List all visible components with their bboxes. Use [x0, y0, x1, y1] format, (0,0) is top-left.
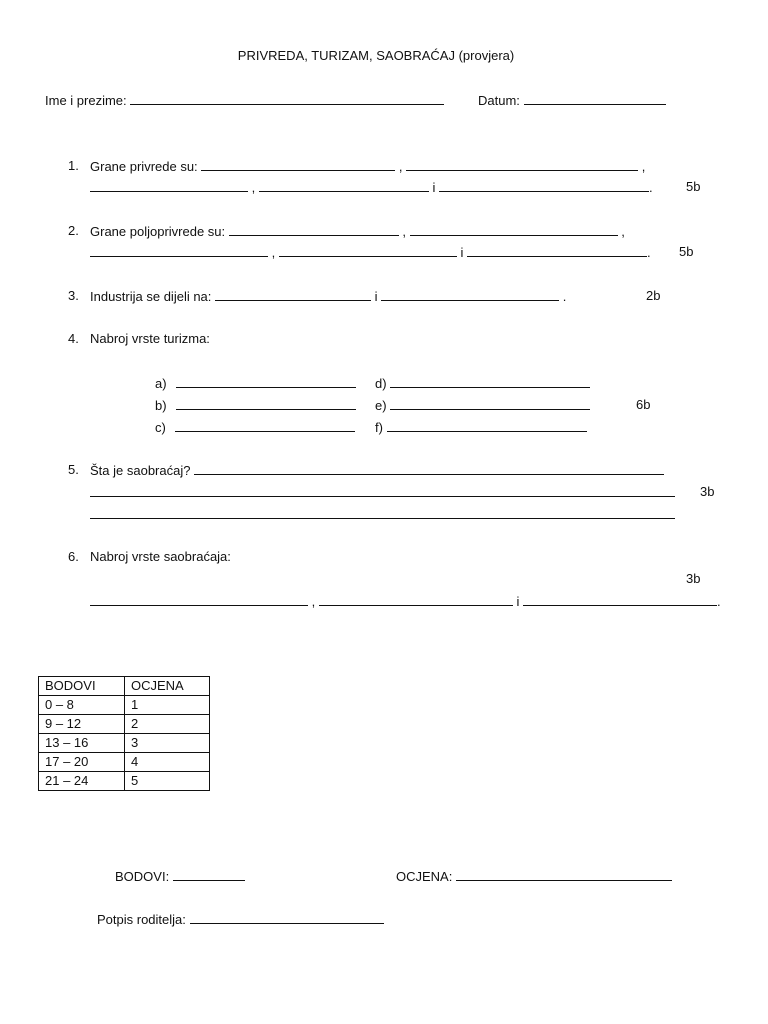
table-header-row [39, 677, 210, 696]
signature-field[interactable] [190, 911, 384, 924]
name-row [45, 92, 444, 109]
total-points-row [115, 868, 245, 885]
question-1-text: Grane privrede su: [90, 159, 198, 174]
question-6-answer-line [90, 593, 721, 610]
table-row [39, 696, 210, 715]
final-grade-row [396, 868, 672, 885]
total-points-field[interactable] [173, 868, 245, 881]
separator-and: i [516, 594, 520, 609]
separator-and: i [374, 289, 378, 304]
option-letter: d) [375, 376, 387, 391]
option-letter: c) [155, 420, 166, 435]
separator-comma: , [271, 245, 276, 260]
question-3-line [90, 288, 566, 305]
separator-period: . [562, 289, 567, 304]
answer-field[interactable] [90, 506, 675, 519]
signature-label: Potpis roditelja: [97, 912, 186, 927]
question-4-text: Nabroj vrste turizma: [90, 331, 210, 346]
tourism-option-e [375, 397, 590, 414]
grade-table [38, 676, 210, 791]
grade-cell: 2 [125, 715, 210, 734]
answer-field[interactable] [90, 179, 248, 192]
question-2-line-1 [90, 223, 625, 240]
answer-field[interactable] [201, 158, 395, 171]
question-5-number: 5. [68, 462, 79, 477]
question-2-text: Grane poljoprivrede su: [90, 224, 226, 239]
answer-field[interactable] [439, 179, 649, 192]
date-field[interactable] [524, 92, 666, 105]
points-cell: 17 – 20 [39, 753, 125, 772]
answer-field[interactable] [176, 375, 356, 388]
question-4-number: 4. [68, 331, 79, 346]
option-letter: f) [375, 420, 383, 435]
answer-field[interactable] [467, 244, 647, 257]
separator-comma: , [641, 159, 646, 174]
question-5-text: Šta je saobraćaj? [90, 463, 191, 478]
question-3-number: 3. [68, 288, 79, 303]
question-5-line-2 [90, 484, 675, 501]
tourism-option-b [155, 397, 356, 414]
date-row [478, 92, 666, 109]
separator-period: . [647, 245, 651, 260]
answer-field[interactable] [229, 223, 399, 236]
name-field[interactable] [130, 92, 444, 105]
answer-field[interactable] [410, 223, 618, 236]
answer-field[interactable] [390, 397, 590, 410]
question-6-number: 6. [68, 549, 79, 564]
points-cell: 9 – 12 [39, 715, 125, 734]
answer-field[interactable] [390, 375, 590, 388]
answer-field[interactable] [194, 462, 664, 475]
table-row [39, 772, 210, 791]
question-5-line-3 [90, 506, 675, 523]
points-cell: 0 – 8 [39, 696, 125, 715]
answer-field[interactable] [319, 593, 513, 606]
separator-comma: , [398, 159, 403, 174]
answer-field[interactable] [259, 179, 429, 192]
points-cell: 13 – 16 [39, 734, 125, 753]
separator-comma: , [402, 224, 407, 239]
tourism-option-a [155, 375, 356, 392]
question-3-text: Industrija se dijeli na: [90, 289, 212, 304]
answer-field[interactable] [175, 419, 355, 432]
answer-field[interactable] [215, 288, 371, 301]
question-3-points: 2b [646, 288, 661, 303]
question-2-number: 2. [68, 223, 79, 238]
answer-field[interactable] [381, 288, 559, 301]
page-title: PRIVREDA, TURIZAM, SAOBRAĆAJ (provjera) [237, 48, 515, 63]
question-1-points: 5b [686, 179, 701, 194]
tourism-option-c [155, 419, 355, 436]
answer-field[interactable] [90, 593, 308, 606]
signature-row [97, 911, 384, 928]
option-letter: e) [375, 398, 387, 413]
question-5-line-1 [90, 462, 664, 479]
table-row [39, 715, 210, 734]
separator-comma: , [311, 594, 316, 609]
separator-and: i [460, 245, 464, 260]
separator-comma: , [621, 224, 625, 239]
question-6-text: Nabroj vrste saobraćaja: [90, 549, 231, 564]
header-cell: OCJENA [125, 677, 210, 696]
answer-field[interactable] [406, 158, 638, 171]
table-row [39, 734, 210, 753]
separator-period: . [649, 180, 653, 195]
final-grade-field[interactable] [456, 868, 672, 881]
header-cell: BODOVI [39, 677, 125, 696]
question-5-points: 3b [700, 484, 715, 499]
table-row [39, 753, 210, 772]
question-2-line-2 [90, 244, 651, 261]
final-grade-label: OCJENA: [396, 869, 453, 884]
separator-and: i [432, 180, 436, 195]
grade-cell: 3 [125, 734, 210, 753]
question-1-line-1 [90, 158, 645, 175]
question-1-number: 1. [68, 158, 79, 173]
answer-field[interactable] [90, 484, 675, 497]
answer-field[interactable] [279, 244, 457, 257]
grade-cell: 1 [125, 696, 210, 715]
total-points-label: BODOVI: [115, 869, 170, 884]
points-cell: 21 – 24 [39, 772, 125, 791]
name-label: Ime i prezime: [45, 93, 127, 108]
tourism-option-f [375, 419, 587, 436]
separator-period: . [717, 594, 721, 609]
option-letter: b) [155, 398, 167, 413]
answer-field[interactable] [523, 593, 717, 606]
grade-cell: 5 [125, 772, 210, 791]
question-4-points: 6b [636, 397, 651, 412]
grade-cell: 4 [125, 753, 210, 772]
question-1-line-2 [90, 179, 653, 196]
question-6-points: 3b [686, 571, 701, 586]
answer-field[interactable] [387, 419, 587, 432]
separator-comma: , [251, 180, 256, 195]
question-2-points: 5b [679, 244, 694, 259]
answer-field[interactable] [90, 244, 268, 257]
date-label: Datum: [478, 93, 520, 108]
option-letter: a) [155, 376, 167, 391]
tourism-option-d [375, 375, 590, 392]
answer-field[interactable] [176, 397, 356, 410]
